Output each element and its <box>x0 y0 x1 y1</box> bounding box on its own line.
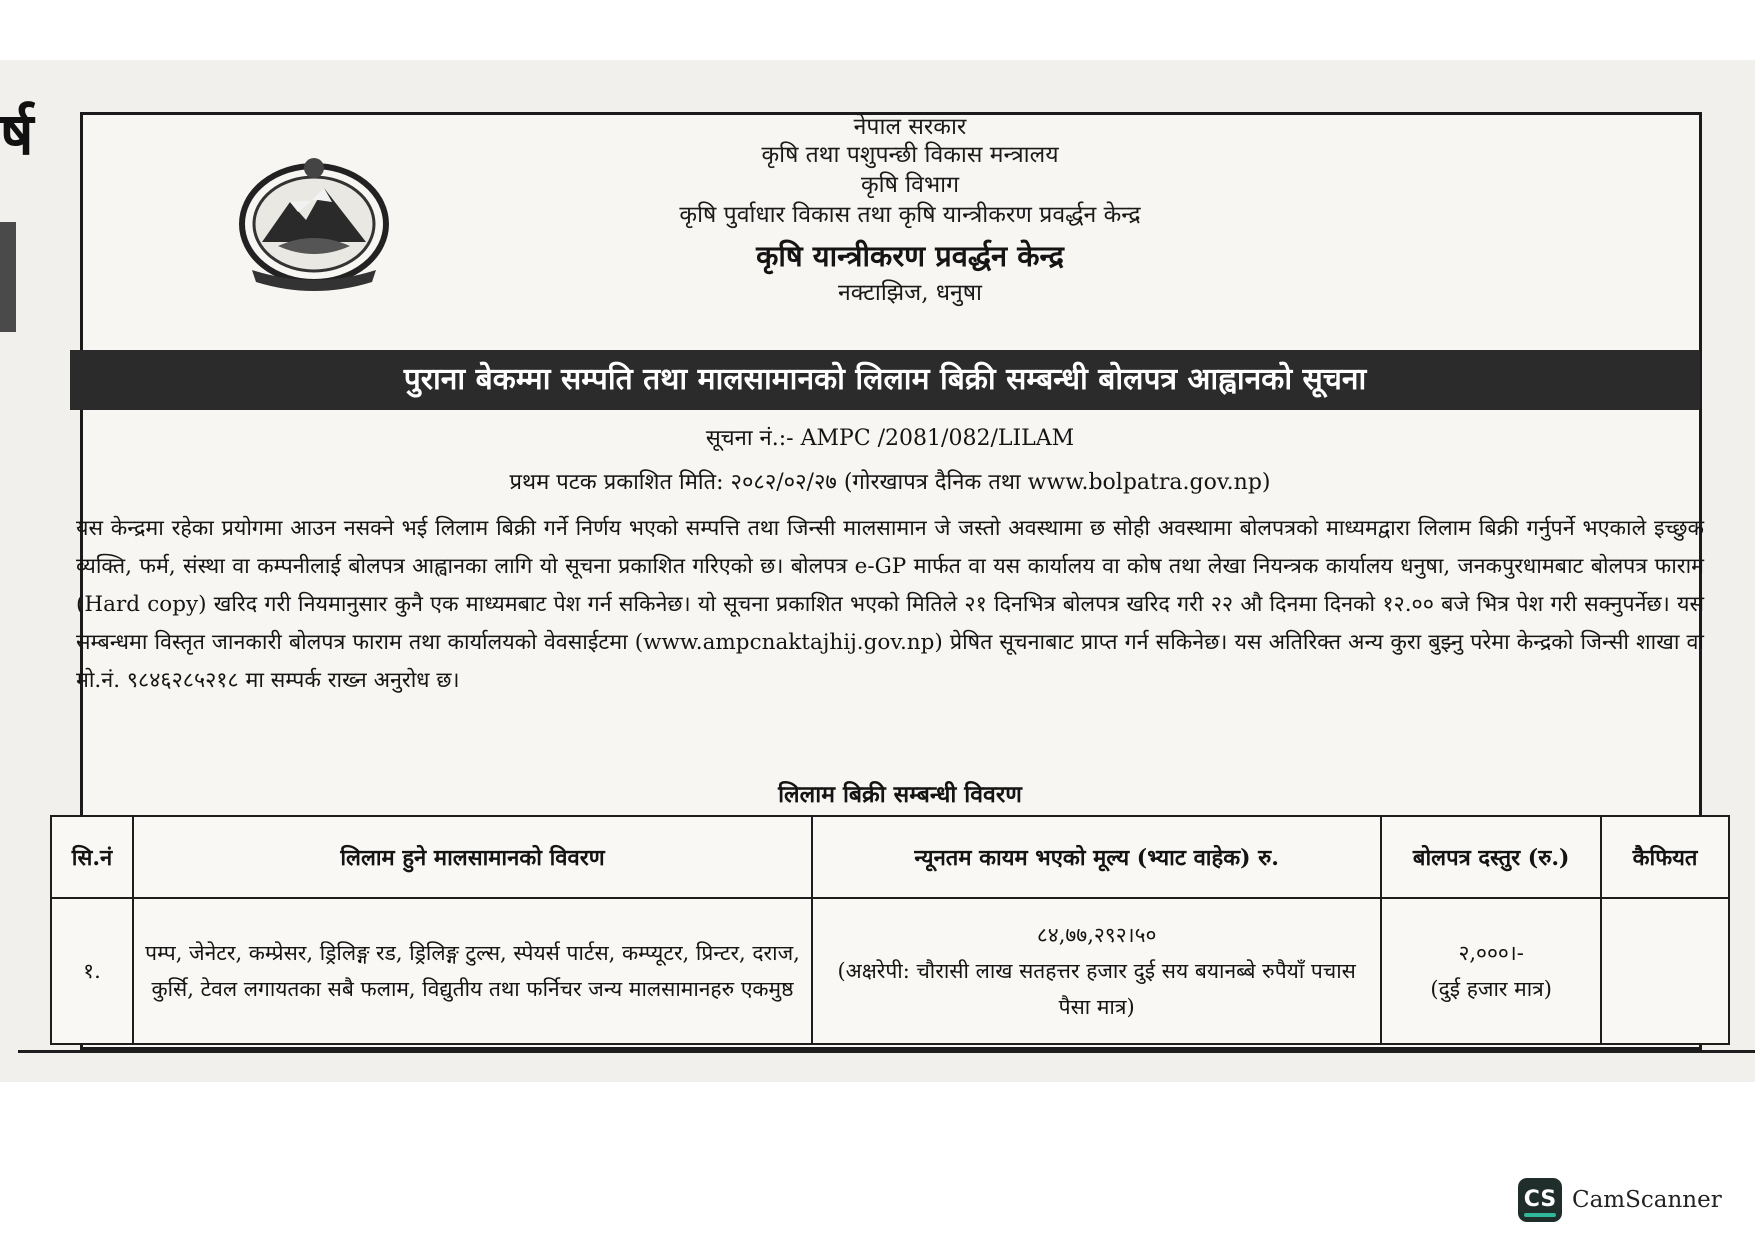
notice-number: सूचना नं.:- AMPC /2081/082/LILAM <box>705 426 1075 451</box>
cell-min-price <box>812 898 1381 1044</box>
header-department: कृषि विभाग <box>860 172 960 198</box>
cell-remarks <box>1601 898 1729 1044</box>
publish-date: प्रथम पटक प्रकाशित मिति: २०८२/०२/२७ (गोरखापत्र दैनिक तथा www.bolpatra.gov.np) <box>509 470 1271 495</box>
price-in-words: (अक्षरेपी: चौरासी लाख सतहत्तर हजार दुई सय बयानब्बे रुपैयाँ पचास पैसा मात्र) <box>837 959 1356 1019</box>
table-heading: लिलाम बिक्री सम्बन्धी विवरण <box>778 781 1022 808</box>
bottom-rule <box>18 1050 1755 1053</box>
column-header-sn: सि.नं <box>51 816 133 898</box>
table-header-row <box>51 816 1729 898</box>
price-figure: ८४,७७,२९२।५० <box>1036 923 1157 947</box>
notice-body: यस केन्द्रमा रहेका प्रयोगमा आउन नसक्ने भई लिलाम बिक्री गर्ने निर्णय भएको सम्पत्ति तथा जिन्सी मालसामान जे जस्तो अवस्थामा छ सोही अवस्थामा बोलपत्रको माध्यमद्वारा लिलाम बिक्री गर्नुपर्ने भएकाले इच्छुक व्यक्ति, फर्म, संस्था वा कम्पनीलाई बोलपत्र आह्वानका लागि यो सूचना प्रकाशित गरिएको छ। बोलपत्र e-GP मार्फत वा यस कार्यालय वा कोष तथा लेखा नियन्त्रक कार्यालय धनुषा, जनकपुरधामबाट बोलपत्र फाराम (Hard copy) खरिद गरी नियमानुसार कुनै एक माध्यमबाट पेश गर्न सकिनेछ। यो सूचना प्रकाशित भएको मितिले २१ दिनभित्र बोलपत्र खरिद गरी २२ औ दिनमा दिनको १२.०० बजे भित्र पेश गरी सक्नुपर्नेछ। यस सम्बन्धमा विस्तृत जानकारी बोलपत्र फाराम तथा कार्यालयको वेवसाईटमा (www.ampcnaktajhij.gov.np) प्रेषित सूचनाबाट प्राप्त गर्न सकिनेछ। यस अतिरिक्त अन्य कुरा बुझ्नु परेमा केन्द्रको जिन्सी शाखा वा मो.नं. ९८४६२८५२१८ मा सम्पर्क राख्न अनुरोध छ। <box>76 516 1704 693</box>
adjacent-photo-fragment <box>0 222 16 332</box>
cell-bid-fee <box>1381 898 1601 1044</box>
nepal-government-emblem <box>232 150 396 292</box>
camscanner-logo-icon: CS <box>1518 1178 1562 1222</box>
table-row <box>51 898 1729 1044</box>
cell-sn: १. <box>51 898 133 1044</box>
column-header-bid-fee: बोलपत्र दस्तुर (रु.) <box>1381 816 1601 898</box>
camscanner-watermark <box>1518 1176 1722 1224</box>
camscanner-name: CamScanner <box>1572 1187 1722 1213</box>
header-address: नक्टाझिज, धनुषा <box>837 280 983 306</box>
header-ministry: कृषि तथा पशुपन्छी विकास मन्त्रालय <box>761 142 1059 168</box>
cell-description: पम्प, जेनेटर, कम्प्रेसर, ड्रिलिङ्ग रड, ड्रिलिङ्ग टुल्स, स्पेयर्स पार्टस, कम्प्यूटर, प्रिन्टर, दराज, कुर्सि, टेवल लगायतका सबै फलाम, विद्युतीय तथा फर्निचर जन्य मालसामानहरु एकमुष्ठ <box>133 898 812 1044</box>
notice-title: पुराना बेकम्मा सम्पति तथा मालसामानको लिलाम बिक्री सम्बन्धी बोलपत्र आह्वानको सूचना <box>70 350 1700 410</box>
header-office-name: कृषि यान्त्रीकरण प्रवर्द्धन केन्द्र <box>756 239 1064 273</box>
column-header-description: लिलाम हुने मालसामानको विवरण <box>133 816 812 898</box>
header-government: नेपाल सरकार <box>853 114 967 140</box>
adjacent-article-fragment: र्ष <box>0 100 34 168</box>
column-header-min-price: न्यूनतम कायम भएको मूल्य (भ्याट वाहेक) रु. <box>812 816 1381 898</box>
auction-table <box>50 815 1730 1045</box>
fee-in-words: (दुई हजार मात्र) <box>1430 977 1552 1001</box>
fee-figure: २,०००।- <box>1458 941 1524 965</box>
header-center: कृषि पुर्वाधार विकास तथा कृषि यान्त्रीकरण प्रवर्द्धन केन्द्र <box>679 202 1141 228</box>
column-header-remarks: कैफियत <box>1601 816 1729 898</box>
